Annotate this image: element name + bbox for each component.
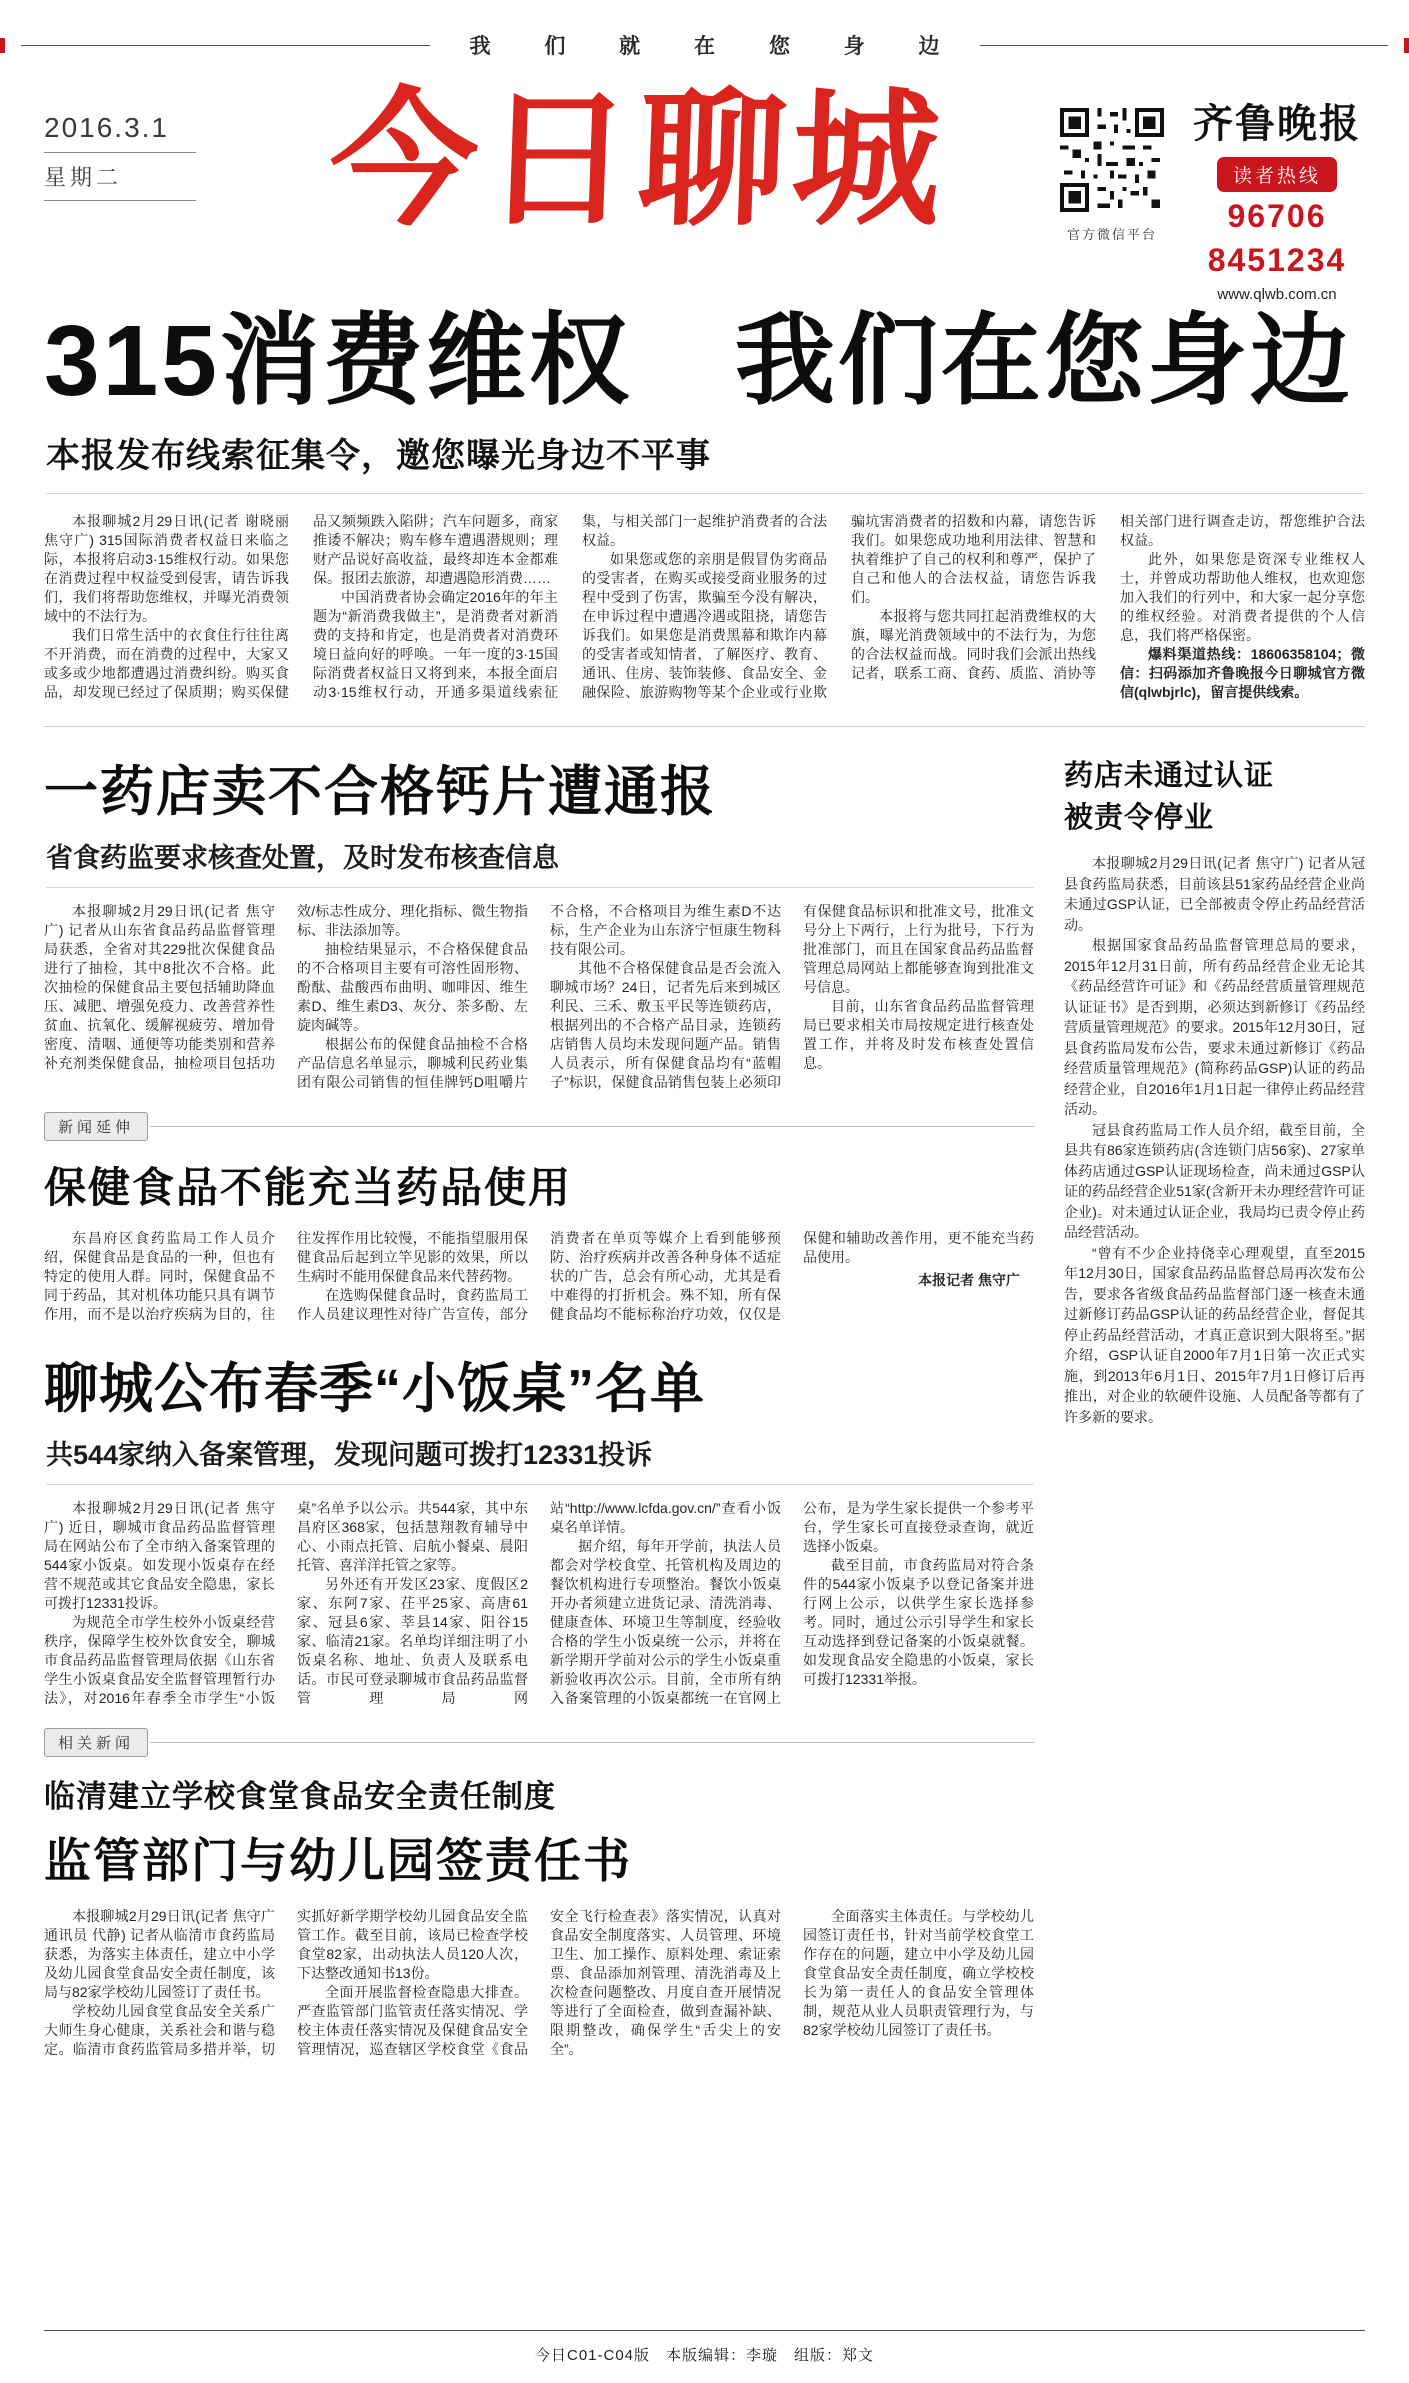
red-crop-mark-left (0, 38, 5, 53)
health-food-article (44, 1155, 1034, 1324)
issue-weekday: 星期二 (44, 153, 196, 201)
newspaper-title: 今日聊城 (326, 72, 949, 246)
news-extension-tag-row (44, 1112, 1034, 1141)
tag-rule (150, 1742, 1034, 1743)
body-paragraph: 中国消费者协会确定2016年的年主题为“新消费我做主”，是消费者对新消费的支持和肯定，也是消费者对消费环境日益向好的呼唤。一年一度的3·15国际消费者权益日又将到来，本报全面启动3·15维权行动，开通多渠道线索征集，与相关部门一起维护消费者的合法权益。 (313, 513, 827, 700)
lead-article (44, 268, 1365, 702)
body-paragraph: 冠县食药监局工作人员介绍，截至目前，全县共有86家连锁药店(含连锁门店56家)、27家单体药店通过GSP认证现场检查，尚未通过GSP认证的药品经营企业51家(含新开未办理经营许可证企业)。对未通过认证企业，我局均已责令停止药品经营活动。 (1064, 1121, 1365, 1241)
body-paragraph: 在选购保健食品时，食药监局工作人员建议理性对待广告宣传，部分消费者在单页等媒介上看到能够预防、治疗疾病并改善各种身体不适症状的广告，总会有所心动，尤其是看中难得的打折机会。殊不知，所有保健食品均不能标称治疗功效，仅仅是保健和辅助改善作用，更不能充当药品使用。 (297, 1230, 1034, 1322)
masthead-header (44, 72, 1365, 303)
tag-rule (150, 1126, 1034, 1127)
body-paragraph: 为规范全市学生校外小饭桌经营秩序，保障学生校外饮食安全，聊城市食品药品监督管理局依据《山东省学生小饭桌食品安全监督管理暂行办法》，对2016年春季全市学生“小饭桌”名单予以公示。共544家，其中东昌府区368家，包括慧翔教育辅导中心、小雨点托管、启航小餐桌、晨阳托管、喜洋洋托管之家等。 (44, 1500, 528, 1706)
date-block (44, 82, 222, 201)
body-paragraph: 据介绍，每年开学前，执法人员都会对学校食堂、托管机构及周边的餐饮机构进行专项整治。餐饮小饭桌开办者须建立进货记录、清洗消毒、健康查体、环境卫生等制度，经验收合格的学生小饭桌统一公示，并将在新学期开学前对公示的学生小饭桌重新验收再次公示。目前，全市所有纳入备案管理的小饭桌都统一在官网上公布，是为学生家长提供一个参考平台，学生家长可直接登录查询，就近选择小饭桌。 (550, 1500, 1034, 1706)
pharmacy-subhead: 省食药监要求核查处置，及时发布核查信息 (46, 836, 1034, 888)
page-footer-info: 今日C01-C04版 本版编辑：李璇 组版：郑文 (44, 2330, 1365, 2383)
wechat-caption: 官方微信平台 (1066, 227, 1157, 242)
body-paragraph: “曾有不少企业持侥幸心理观望，直至2015年12月30日，国家食品药品监督总局再次发布公告，要求各省级食品药品监督部门逐一核查未通过新修订药品GSP认证的药品经营企业，督促其停止药品经营活动，才真正意识到大限将至。”据介绍，GSP认证自2000年7月1日第一次正式实施，到2013年6月1日、2015年7月1日修订后再推出，对企业的软硬件设施、人员配备等都有了许多新的要求。 (1064, 1244, 1365, 1425)
news-extension-tag: 新闻延伸 (44, 1112, 148, 1141)
school-canteen-headline: 监管部门与幼儿园签责任书 (44, 1834, 632, 1887)
related-news-tag-row (44, 1728, 1034, 1757)
body-paragraph: 截至目前，市食药监局对符合条件的544家小饭桌予以登记备案并进行网上公示，以供学生家长选择参考。同时，通过公示引导学生和家长互动选择到登记备案的小饭桌就餐。如发现食品安全隐患的小饭桌，家长可拨打12331举报。 (803, 1557, 1034, 1687)
school-canteen-article (44, 1771, 1034, 2059)
sidebar-headline-line1: 药店未通过认证 (1064, 760, 1275, 792)
pharmacy-body (44, 902, 1034, 1092)
issue-date: 2016.3.1 (44, 112, 196, 153)
body-paragraph: 根据公布的保健食品抽检不合格产品信息名单显示，聊城利民药业集团有限公司销售的恒佳牌钙D咀嚼片不合格，不合格项目为维生素D不达标，生产企业为山东济宁恒康生物科技有限公司。 (297, 903, 781, 1090)
section-divider (44, 726, 1365, 727)
body-paragraph: 本报聊城2月29日讯(记者 焦守广) 近日，聊城市食品药品监督管理局在网站公布了全市纳入备案管理的544家小饭桌。如发现小饭桌存在经营不规范或其它食品安全隐患，家长可拨打12331投诉。 (44, 1500, 275, 1611)
sidebar-headline (1064, 755, 1365, 839)
masthead-wrap (222, 72, 1053, 246)
website-url: www.qlwb.com.cn (1217, 286, 1337, 303)
main-grid (44, 749, 1365, 2059)
body-paragraph: 本报聊城2月29日讯(记者 焦守广) 记者从山东省食品药品监督管理局获悉，全省对其229批次保健食品进行了抽检，其中8批次不合格。此次抽检的保健食品主要包括辅助降血压、减肥、增强免疫力、改善营养性贫血、抗氧化、缓解视疲劳、增加骨密度、清咽、通便等功能类别和营养补充剂类保健食品，抽检项目包括功效/标志性成分、理化指标、微生物指标、非法添加等。 (44, 903, 528, 1071)
brand-logo-text: 齐鲁晚报 (1193, 100, 1361, 147)
body-paragraph: 东昌府区食药监局工作人员介绍，保健食品是食品的一种，但也有特定的使用人群。同时，保健食品不同于药品，其对机体功能只具有调节作用，而不是以治疗疾病为目的，往往发挥作用比较慢，不能指望服用保健食品后起到立竿见影的效果，所以生病时不能用保健食品来代替药物。 (44, 1230, 528, 1322)
hotline-number-2: 8451234 (1207, 242, 1347, 278)
lead-subhead: 本报发布线索征集令，邀您曝光身边不平事 (46, 428, 1365, 494)
related-news-tag: 相关新闻 (44, 1728, 148, 1757)
body-paragraph: 根据国家食品药品监督管理总局的要求，2015年12月31日前，所有药品经营企业无论其《药品经营许可证》和《药品经营质量管理规范认证证书》是否到期，必须达到新修订《药品经营质量管理规范》的要求。2015年12月30日，冠县食药监局发布公告，要求未通过新修订《药品经营质量管理规范》(简称药品GSP)认证的药品经营企业，自2016年1月1日起一律停止药品经营活动。 (1064, 937, 1365, 1118)
left-column-group (44, 749, 1034, 2059)
tipline-paragraph: 爆料渠道热线：18606358104；微信：扫码添加齐鲁晚报今日聊城官方微信(qlwbjrlc)，留言提供线索。 (1120, 646, 1365, 700)
hotline-badge: 读者热线 (1217, 157, 1337, 192)
red-crop-mark-right (1404, 38, 1409, 53)
body-paragraph: 本报聊城2月29日讯(记者 焦守广) 记者从冠县食药监局获悉，目前该县51家药品经营企业尚未通过GSP认证，已全部被责令停止药品经营活动。 (1064, 855, 1365, 933)
school-canteen-kicker: 临清建立学校食堂食品安全责任制度 (44, 1779, 556, 1814)
article-byline: 本报记者 焦守广 (918, 1272, 1020, 1288)
body-paragraph: 全面落实主体责任。与学校幼儿园签订责任书，针对当前学校食堂工作存在的问题，建立中小学及幼儿园食堂食品安全责任制度，确立学校校长为第一责任人的食品安全管理体制，规范从业人员职责管理行为，与82家学校幼儿园签订了责任书。 (803, 1908, 1034, 2038)
health-food-body (44, 1229, 1034, 1324)
body-paragraph: 另外还有开发区23家、度假区2家、东阿7家、茌平25家、高唐61家、冠县6家、莘县14家、阳谷15家、临清21家。名单均详细注明了小饭桌名称、地址、负责人及联系电话。市民可登录聊城市食品药品监督管理局网站“http://www.lcfda.gov.cn/”查看小饭桌名单详情。 (297, 1500, 781, 1706)
slogan-rule-left (21, 45, 430, 46)
body-paragraph: 如果您或您的亲朋是假冒伪劣商品的受害者，在购买或接受商业服务的过程中受到了伤害，欺骗至今没有解决，在申诉过程中遭遇冷遇或阻挠，请您告诉我们。如果您是消费黑幕和欺诈内幕的受害者或知情者，了解医疗、教育、通讯、住房、装饰装修、食品安全、金融保险、旅游购物等某个企业或行业欺骗坑害消费者的招数和内幕，请您告诉我们。如果您成功地利用法律、智慧和执着维护了自己的权利和尊严，保护了自己和他人的合法权益，请您告诉我们。 (582, 513, 1096, 700)
lunch-table-headline: 聊城公布春季“小饭桌”名单 (44, 1359, 705, 1419)
body-paragraph: 学校幼儿园食堂食品安全关系广大师生身心健康，关系社会和谐与稳定。临清市食药监管局多措并举，切实抓好新学期学校幼儿园食品安全监管工作。截至目前，该局已检查学校食堂82家，出动执法人员120人次，下达整改通知书13份。 (44, 1908, 528, 2057)
lead-body (44, 512, 1365, 702)
body-paragraph: 此外，如果您是资深专业维权人士，并曾成功帮助他人维权，也欢迎您加入我们的行列中，和大家一起分享您的维权经验。对消费者提供的个人信息，我们将严格保密。 (1120, 551, 1365, 643)
hotline-number-1: 96706 (1227, 198, 1327, 234)
body-paragraph: 全面开展监督检查隐患大排查。严查监管部门监管责任落实情况、学校主体责任落实情况及保健食品安全管理情况，巡查辖区学校食堂《食品安全飞行检查表》落实情况，认真对食品安全制度落实、人员管理、环境卫生、加工操作、原料处理、索证索票、食品添加剂管理、清洗消毒及上次检查问题整改、月度自查开展情况等进行了全面检查，做到查漏补缺、限期整改，确保学生“舌尖上的安全”。 (297, 1908, 781, 2057)
body-paragraph: 其他不合格保健食品是否会流入聊城市场？24日，记者先后来到城区利民、三禾、敷玉平民等连锁药店，根据列出的不合格产品目录，连锁药店销售人员均未发现问题产品。销售人员表示，所有保健食品均有“蓝帽子”标识，保健食品销售包装上必须印有保健食品标识和批准文号，批准文号分上下两行，上行为批号，下行为批准部门，而且在国家食品药品监督管理总局网站上都能够查询到批准文号信息。 (550, 903, 1034, 1090)
lunch-table-body (44, 1499, 1034, 1708)
lead-headline: 315消费维权 我们在您身边 (44, 305, 1353, 417)
body-paragraph: 我们日常生活中的衣食住行往往离不开消费，而在消费的过程中，大家又或多或少地都遭遇过消费纠纷。购买食品，却发现已经过了保质期；购买保健品又频频跌入陷阱；汽车问题多，商家推诿不解决；购车修车遭遇潜规则；理财产品说好高收益，最终却连本金都难保。报团去旅游，却遭遇隐形消费…… (44, 513, 558, 700)
sidebar-article (1064, 749, 1365, 2059)
pharmacy-headline: 一药店卖不合格钙片遭通报 (44, 762, 716, 822)
top-slogan-text: 我 们 就 在 您 身 边 (469, 35, 964, 58)
qr-code-icon (1060, 108, 1164, 212)
body-paragraph: 本报聊城2月29日讯(记者 谢晓丽 焦守广) 315国际消费者权益日来临之际，本报将启动3·15维权行动。如果您在消费过程中权益受到侵害，请告诉我们，我们将帮助您维权，并曝光消费领域中的不法行为。 (44, 513, 289, 624)
pharmacy-article (44, 749, 1034, 1092)
body-paragraph: 本报将与您共同扛起消费维权的大旗，曝光消费领域中的不法行为，为您的合法权益而战。同时我们会派出热线记者，联系工商、食药、质监、消协等相关部门进行调查走访，帮您维护合法权益。 (851, 513, 1365, 681)
sidebar-body (1064, 853, 1365, 1427)
health-food-headline: 保健食品不能充当药品使用 (44, 1164, 573, 1211)
lunch-table-article (44, 1346, 1034, 1708)
lunch-table-subhead: 共544家纳入备案管理，发现问题可拨打12331投诉 (46, 1433, 1034, 1485)
body-paragraph: 本报聊城2月29日讯(记者 焦守广 通讯员 代静) 记者从临清市食药监局获悉，为落实主体责任，建立中小学及幼儿园食堂食品安全责任制度，该局与82家学校幼儿园签订了责任书。 (44, 1908, 275, 2000)
school-canteen-body (44, 1907, 1034, 2059)
sidebar-headline-line2: 被责令停业 (1064, 802, 1215, 835)
body-paragraph: 抽检结果显示，不合格保健食品的不合格项目主要有可溶性固形物、酚酞、盐酸西布曲明、咖啡因、维生素D、维生素D3、灰分、茶多酚、左旋肉碱等。 (297, 941, 528, 1033)
top-slogan-strip (0, 30, 1409, 60)
slogan-rule-right (980, 45, 1389, 46)
body-paragraph: 目前，山东省食品药品监督管理局已要求相关市局按规定进行核查处置工作，并将及时发布核查处置信息。 (803, 998, 1034, 1071)
qr-block (1053, 82, 1171, 243)
